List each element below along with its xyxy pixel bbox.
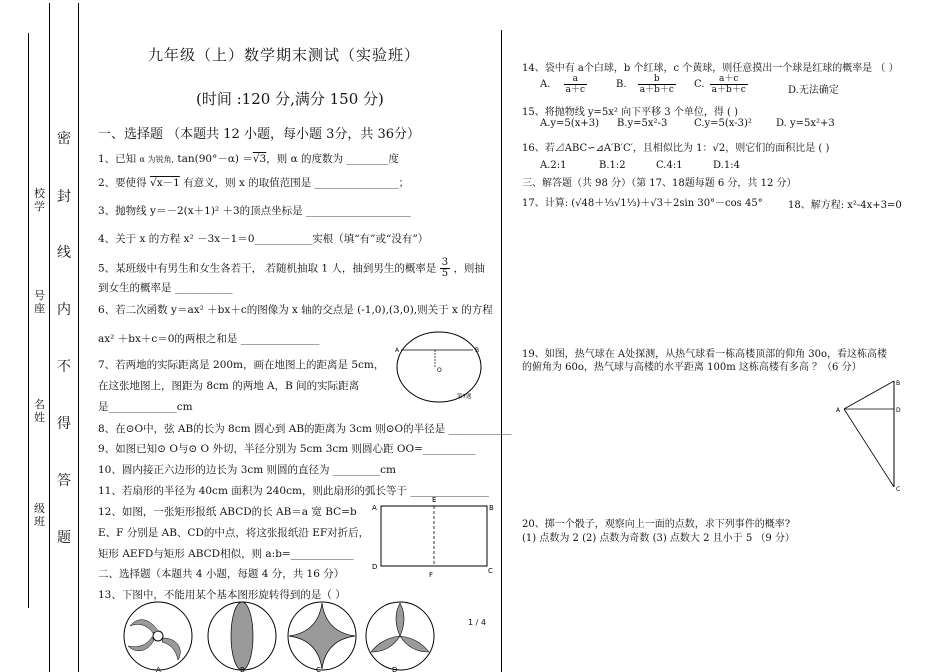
page-title: 九年级（上）数学期末测试（实验班） [148,46,421,64]
question-6: 6、若二次函数 y＝ax² ＋bx＋c的图像为 x 轴的交点是 (-1,0),(3,0),则关于 x 的方程 [98,304,493,316]
seal-char: 答 [57,473,71,489]
q1-text-c: tan(90°－α) ＝ [177,153,253,165]
q16-option-b: B.1:2 [599,160,626,171]
q13-figure-b [204,600,284,672]
q19-label-a: A [836,407,841,414]
q14-b-den: a＋b＋c [639,85,674,95]
q15-option-a: A.y=5(x+3) [540,118,599,129]
q13-b-lens [231,602,253,670]
q1-text-d: ，则 α 的度数为 ________度 [266,153,399,165]
q15-option-b: B.y=5x²-3 [617,118,668,129]
q2-text-b: 有意义，则 x 的取值范围是 ________________； [183,177,410,189]
question-2 [98,175,409,190]
q14-option-a-frac [564,74,587,95]
q16-option-c: C.4:1 [656,160,683,171]
q14-option-c-frac [710,74,748,95]
question-19: 19、如图，热气球在 A处探测，从热气球看一栋高楼顶部的仰角 30o，看这栋高楼 [522,349,888,360]
question-9: 9、如图已知⊙ O与⊙ O 外切，半径分别为 5cm 3cm 则圆心距 OO=__________ [98,443,476,455]
section-2-title: 二、选择题（本题共 4 小题，每题 4 分，共 16 分） [98,568,345,580]
question-7-cont: 在这张地图上，图距为 8cm 的两地 A，B 间的实际距离 [98,380,360,392]
seal-char: 密 [57,131,71,147]
q15-option-d: D. y=5x²+3 [776,118,835,129]
q13-d-petal [400,636,429,652]
q13-d-petal [371,636,400,652]
q7-label-a: A [395,347,400,354]
section-3-title: 三、解答题（共 98 分）（第 17、18题每题 6 分，共 12 分） [522,178,797,189]
q2-sqrt: √x－1 [150,177,180,189]
q5-frac-den: 5 [441,268,449,279]
label-name: 名姓 [34,398,45,424]
label-class: 级班 [34,502,45,528]
q19-label-d: D [896,407,901,414]
q5-fraction [440,258,450,279]
q14-a-num: a [564,74,587,85]
q14-option-c [694,74,748,95]
q12-label-f: F [429,571,434,579]
q14-option-a-label: A. [540,79,551,90]
question-13: 13、下图中，不能用某个基本图形旋转得到的是（ ） [98,589,346,601]
seal-char: 得 [57,416,71,432]
q13-label-d: D [392,666,398,672]
q5-text-b: ，则抽 [453,262,485,275]
q7-label-o: O [437,367,442,374]
question-17: 17、计算: (√48＋⅓√1⅓)＋√3＋2sin 30°－cos 45° [522,198,763,209]
q13-figure-d [362,600,442,672]
q7-fig-caption: 第7题 [457,394,472,400]
question-4: 4、关于 x 的方程 x² －3x－1＝0___________实根（填“有”或“没有”） [98,233,429,245]
q13-c-star [289,603,355,669]
q14-b-num: b [638,74,676,85]
question-16: 16、若⊿ABC∽⊿A′B′C′，且相似比为 1：√2，则它们的面积比是 ( ) [522,143,830,154]
question-18: 18、解方程: x²-4x+3=0 [788,200,902,211]
q5-text-a: 5、某班级中有男生和女生各若干， 若随机抽取 1 人，抽到男生的概率是 [98,262,437,275]
q16-option-a: A.2:1 [540,160,567,171]
label-seat-number: 号座 [34,289,45,315]
margin-line-seal [78,3,79,672]
q19-figure [834,375,914,495]
question-11: 11、若扇形的半径为 40cm 面积为 240cm，则此扇形的弧长等于 _______________ [98,485,490,497]
question-5 [98,258,485,279]
q7-figure [395,330,490,405]
question-5-cont: 到女生的概率是 ___________ [98,282,233,294]
q7-label-b: B [475,347,480,354]
q12-label-d: D [372,563,378,571]
question-12-cont: E、F 分别是 AB、CD的中点，将这张报纸沿 EF对折后， [98,527,370,539]
question-12-cont2: 矩形 AEFD与矩形 ABCD相似，则 a:b=____________ [98,548,354,560]
q13-a-blade [128,637,154,651]
seal-char: 线 [57,245,71,261]
question-10: 10、圆内接正六边形的边长为 3cm 则圆的直径为 _________cm [98,464,396,476]
question-8: 8、在⊙O中，弦 AB的长为 8cm 圆心到 AB的距离为 3cm 则⊙O的半径是 ____________ [98,423,512,435]
q13-a-blade [162,638,180,660]
q13-figure-c [284,600,364,672]
q1-text-a: 1、已知 [98,153,137,165]
page-subtitle: (时间 :120 分,满分 150 分) [196,90,384,108]
seal-char: 封 [57,189,71,205]
q13-label-c: C [316,666,321,672]
q14-option-b-label: B. [616,79,627,90]
question-7: 7、若两地的实际距离是 200m，画在地图上的距离是 5cm， [98,359,385,371]
question-1 [98,151,399,166]
q19-label-c: C [896,486,901,493]
seal-char: 内 [57,302,71,318]
page-number: 1 / 4 [468,618,486,627]
question-3: 3、抛物线 y＝－2(x＋1)² ＋3的顶点坐标是 ____________________ [98,205,411,217]
q12-figure [370,495,498,583]
q15-option-c: C.y=5(x-3)² [694,118,752,129]
q19-label-b: B [896,380,901,387]
q13-label-a: A [156,666,161,672]
q5-frac-num: 3 [441,257,449,268]
question-12: 12、如图，一张矩形报纸 ABCD的长 AB＝a 宽 BC=b [98,506,357,518]
question-14: 14、袋中有 a个白球，b 个红球，c 个黄球，则任意摸出一个球是红球的概率是 （ ） [522,63,899,74]
question-19-cont: 的俯角为 60o，热气球与高楼的水平距离 100m 这栋高楼有多高 ？（6 分） [522,362,862,373]
seal-char: 题 [57,530,71,546]
q13-a-blade [130,620,158,633]
q14-option-b [616,74,676,95]
q12-label-a: A [372,504,377,512]
q14-option-b-frac [638,74,676,95]
question-7-cont2: 是_____________cm [98,401,193,413]
q14-a-den: a＋c [565,85,586,95]
q2-text-a: 2、要使得 [98,177,147,189]
q19-line-ab [844,381,894,409]
label-school: 校学 [34,187,45,213]
margin-line-outer [28,33,29,608]
question-15: 15、将抛物线 y=5x² 向下平移 3 个单位，得 ( ) [522,107,739,118]
q1-sqrt3: √3 [252,153,267,165]
question-6-cont: ax² ＋bx＋c＝0的两根之和是 _______________ [98,333,320,345]
section-1-title: 一、选择题 （本题共 12 小题，每小题 3分，共 36分） [98,127,421,142]
q14-option-d: D.无法确定 [788,85,839,96]
q19-line-ac [844,409,894,487]
seal-char: 不 [57,359,71,375]
q14-option-a [540,74,587,95]
q14-c-num: a＋c [710,74,748,85]
q16-option-d: D.1:4 [713,160,740,171]
question-20-cont: (1) 点数为 2 (2) 点数为奇数 (3) 点数大 2 且小于 5 （9 分） [522,533,795,544]
q12-label-e: E [432,496,437,504]
margin-line-inner [49,3,50,672]
q13-a-circle [124,602,192,670]
question-20: 20、掷一个骰子，观察向上一面的点数，求下列事件的概率? [522,519,791,530]
q12-label-b: B [489,504,494,512]
q1-text-b: α 为锐角, [139,155,175,164]
q13-d-petal [396,603,404,636]
q14-option-c-label: C. [694,79,705,90]
q13-label-b: B [240,666,245,672]
q14-c-den: a＋b＋c [711,85,746,95]
column-divider [501,30,502,672]
q12-label-c: C [488,567,493,575]
q13-figure-a [120,600,200,672]
